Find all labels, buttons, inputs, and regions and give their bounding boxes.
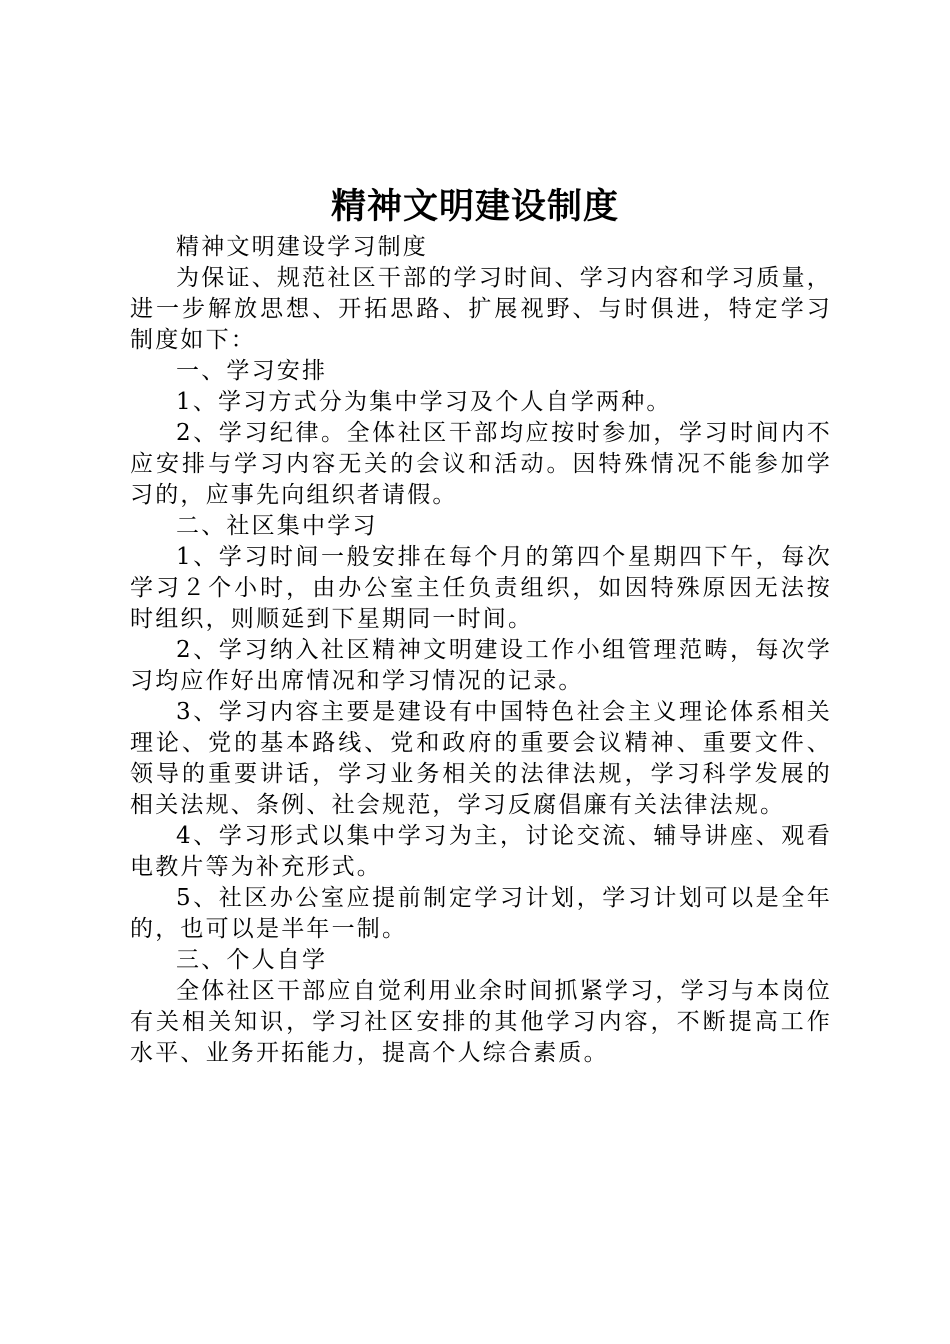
body-paragraph: 5、社区办公室应提前制定学习计划，学习计划可以是全年的，也可以是半年一制。 — [130, 885, 832, 942]
body-paragraph: 全体社区干部应自觉利用业余时间抓紧学习，学习与本岗位有关相关知识，学习社区安排的其他学习内容，不断提高工作水平、业务开拓能力，提高个人综合素质。 — [130, 978, 832, 1066]
section-heading-3: 三、个人自学 — [176, 947, 328, 973]
body-paragraph: 2、学习纪律。全体社区干部均应按时参加，学习时间内不应安排与学习内容无关的会议和活动。因特殊情况不能参加学习的，应事先向组织者请假。 — [130, 420, 832, 508]
intro-paragraph: 为保证、规范社区干部的学习时间、学习内容和学习质量，进一步解放思想、开拓思路、扩展视野、与时俱进，特定学习制度如下： — [130, 265, 832, 353]
document-body — [130, 232, 832, 1069]
document-title: 精神文明建设制度 — [330, 187, 619, 227]
body-paragraph: 4、学习形式以集中学习为主，讨论交流、辅导讲座、观看电教片等为补充形式。 — [130, 823, 832, 880]
body-paragraph: 1、学习方式分为集中学习及个人自学两种。 — [176, 389, 672, 415]
body-paragraph: 2、学习纳入社区精神文明建设工作小组管理范畴，每次学习均应作好出席情况和学习情况的记录。 — [130, 637, 832, 694]
body-paragraph: 3、学习内容主要是建设有中国特色社会主义理论体系相关理论、党的基本路线、党和政府的重要会议精神、重要文件、领导的重要讲话，学习业务相关的法律法规，学习科学发展的相关法规、条例、社会规范，学习反腐倡廉有关法律法规。 — [130, 699, 832, 818]
section-heading-2: 二、社区集中学习 — [176, 513, 378, 539]
body-paragraph: 1、学习时间一般安排在每个月的第四个星期四下午，每次学习２个小时，由办公室主任负责组织，如因特殊原因无法按时组织，则顺延到下星期同一时间。 — [130, 544, 832, 632]
subtitle-paragraph: 精神文明建设学习制度 — [176, 234, 428, 260]
section-heading-1: 一、学习安排 — [176, 358, 328, 384]
